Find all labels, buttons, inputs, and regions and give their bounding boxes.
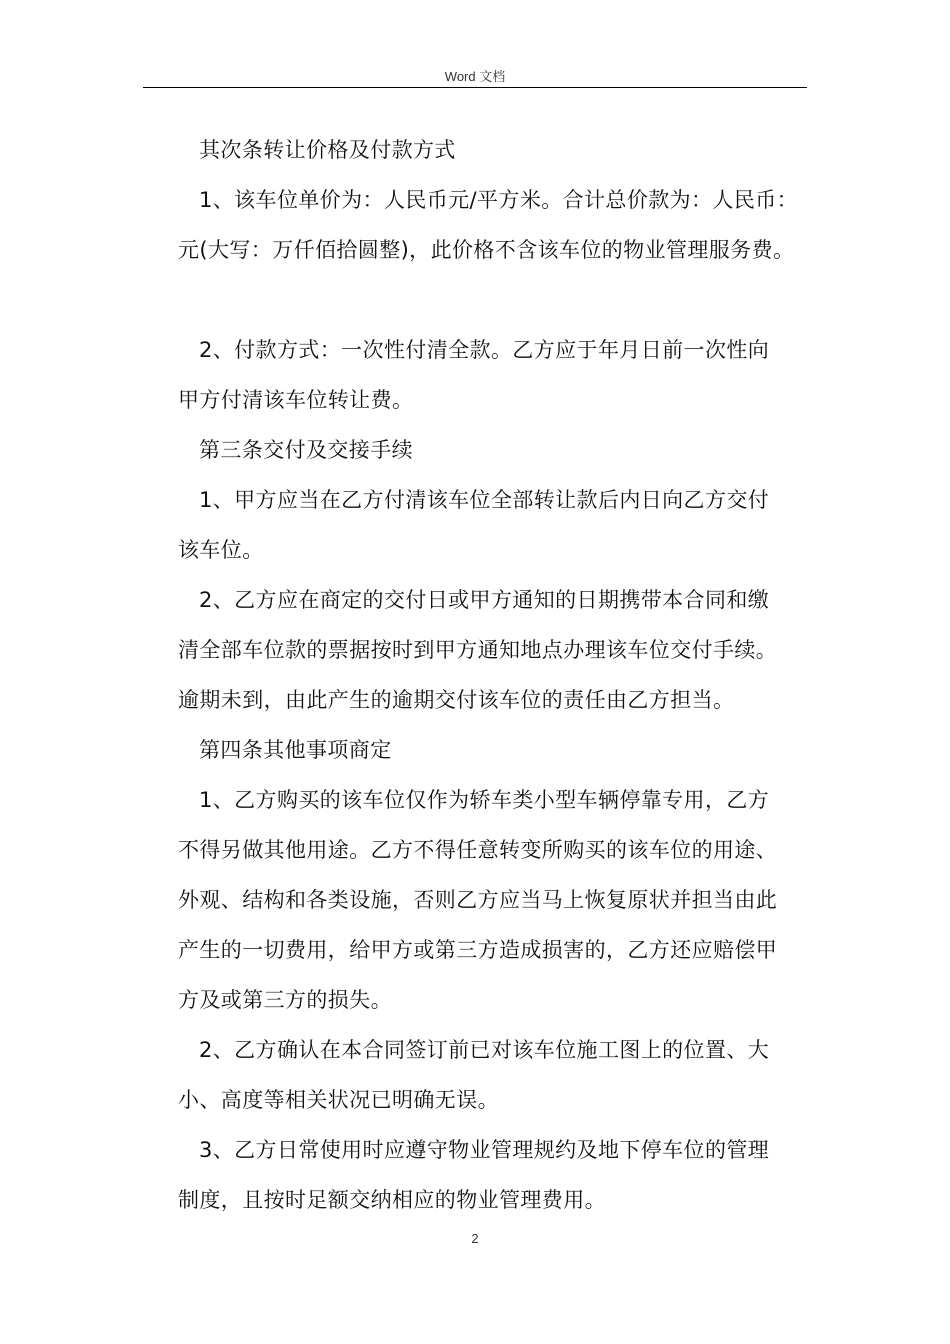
page-header: Word 文档 bbox=[444, 69, 506, 84]
paragraph-line: 方及或第三方的损失。 bbox=[178, 988, 392, 1012]
paragraph-line: 不得另做其他用途。乙方不得任意转变所购买的该车位的用途、 bbox=[178, 838, 778, 862]
paragraph-line: 2、乙方应在商定的交付日或甲方通知的日期携带本合同和缴 bbox=[199, 588, 770, 612]
paragraph-line: 3、乙方日常使用时应遵守物业管理规约及地下停车位的管理 bbox=[199, 1138, 770, 1162]
paragraph-line: 制度，且按时足额交纳相应的物业管理费用。 bbox=[178, 1188, 606, 1212]
document-body bbox=[178, 125, 818, 1225]
header-divider bbox=[143, 87, 807, 88]
section-heading-delivery: 第三条交付及交接手续 bbox=[199, 438, 413, 462]
paragraph-line: 外观、结构和各类设施，否则乙方应当马上恢复原状并担当由此 bbox=[178, 888, 778, 912]
paragraph-line: 1、甲方应当在乙方付清该车位全部转让款后内日向乙方交付 bbox=[199, 488, 770, 512]
paragraph-line: 1、乙方购买的该车位仅作为轿车类小型车辆停靠专用，乙方 bbox=[199, 788, 770, 812]
paragraph-line: 该车位。 bbox=[178, 538, 264, 562]
section-heading-other-matters: 第四条其他事项商定 bbox=[199, 738, 392, 762]
paragraph-line: 2、付款方式：一次性付清全款。乙方应于年月日前一次性向 bbox=[199, 338, 770, 362]
page-number: 2 bbox=[471, 1231, 479, 1246]
paragraph-line: 2、乙方确认在本合同签订前已对该车位施工图上的位置、大 bbox=[199, 1038, 770, 1062]
section-heading-price-payment: 其次条转让价格及付款方式 bbox=[199, 138, 456, 162]
paragraph-line: 小、高度等相关状况已明确无误。 bbox=[178, 1088, 499, 1112]
paragraph-line: 产生的一切费用，给甲方或第三方造成损害的，乙方还应赔偿甲 bbox=[178, 938, 778, 962]
paragraph-line: 元(大写：万仟佰拾圆整)，此价格不含该车位的物业管理服务费。 bbox=[178, 238, 795, 262]
paragraph-line: 清全部车位款的票据按时到甲方通知地点办理该车位交付手续。 bbox=[178, 638, 778, 662]
paragraph-line: 甲方付清该车位转让费。 bbox=[178, 388, 414, 412]
blank-line bbox=[178, 275, 818, 325]
paragraph-line: 逾期未到，由此产生的逾期交付该车位的责任由乙方担当。 bbox=[178, 688, 735, 712]
paragraph-line: 1、该车位单价为：人民币元/平方米。合计总价款为：人民币： bbox=[199, 188, 799, 212]
